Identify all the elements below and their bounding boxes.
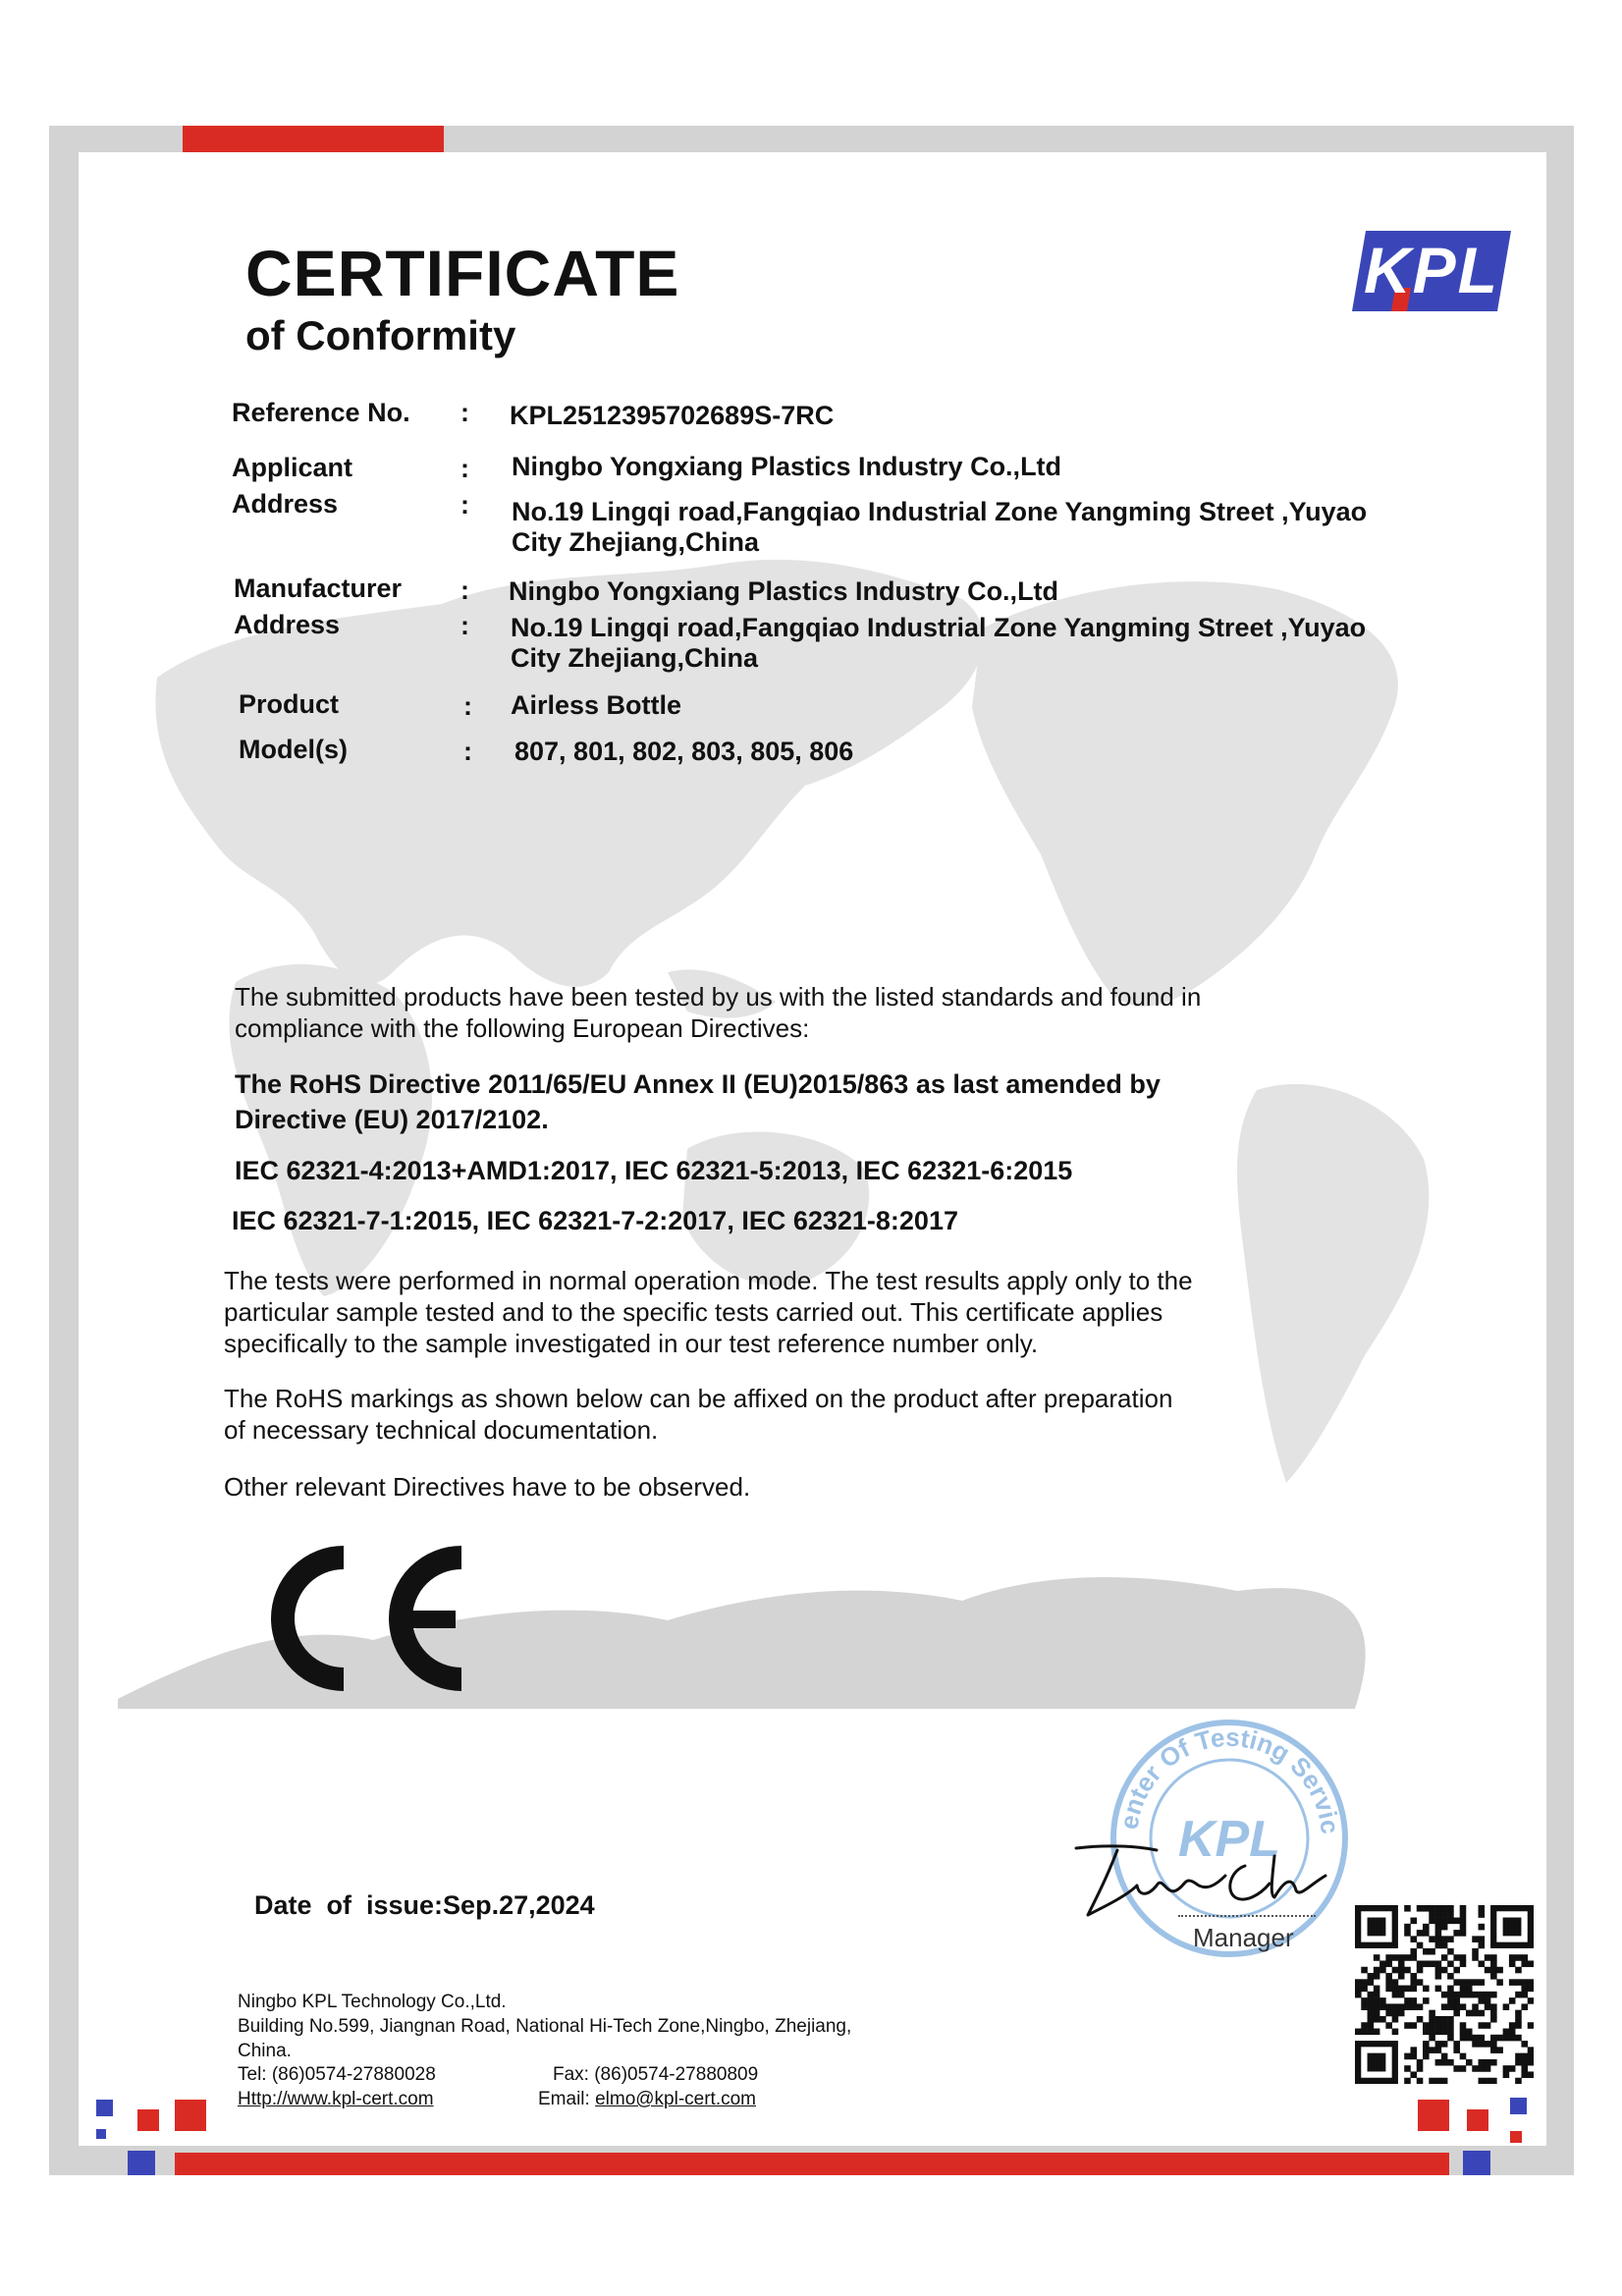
models-colon: : bbox=[463, 737, 472, 766]
standards-line-1: IEC 62321-4:2013+AMD1:2017, IEC 62321-5:2013, IEC 62321-6:2015 bbox=[235, 1156, 1073, 1185]
applicant-address-colon: : bbox=[460, 490, 469, 519]
applicant-address-line1: No.19 Lingqi road,Fangqiao Industrial Zone Yangming Street ,Yuyao bbox=[512, 497, 1368, 526]
product-colon: : bbox=[463, 691, 472, 721]
models-value: 807, 801, 802, 803, 805, 806 bbox=[514, 737, 854, 766]
kpl-logo-text: KPL bbox=[1364, 234, 1499, 306]
deco-square-blue-right-1 bbox=[1510, 2098, 1527, 2114]
manufacturer-value: Ningbo Yongxiang Plastics Industry Co.,Ltd bbox=[509, 576, 1059, 606]
certificate-subtitle: of Conformity bbox=[245, 312, 516, 358]
markings-paragraph bbox=[224, 1383, 1172, 1446]
tests-line-1: The tests were performed in normal operation mode. The test results apply only to the bbox=[224, 1266, 1193, 1295]
signature-line bbox=[1178, 1915, 1316, 1917]
markings-line-1: The RoHS markings as shown below can be affixed on the product after preparation bbox=[224, 1384, 1173, 1413]
deco-square-red-right-2 bbox=[1467, 2109, 1488, 2131]
directive-paragraph bbox=[235, 1066, 1161, 1137]
manufacturer-address-label: Address bbox=[234, 610, 341, 639]
footer-website-link[interactable]: Http://www.kpl-cert.com bbox=[238, 2089, 434, 2109]
footer-tel: Tel: (86)0574-27880028 bbox=[238, 2064, 436, 2085]
directive-line-2: Directive (EU) 2017/2102. bbox=[235, 1105, 549, 1134]
tests-paragraph bbox=[224, 1265, 1193, 1359]
tests-line-2: particular sample tested and to the specific tests carried out. This certificate applies bbox=[224, 1297, 1163, 1327]
manufacturer-address-line1: No.19 Lingqi road,Fangqiao Industrial Zone Yangming Street ,Yuyao bbox=[511, 613, 1367, 642]
reference-value: KPL2512395702689S-7RC bbox=[510, 401, 835, 430]
applicant-address-line2: City Zhejiang,China bbox=[512, 527, 760, 557]
applicant-colon: : bbox=[460, 454, 469, 483]
stamp-text: enter Of Testing Servic bbox=[1113, 1722, 1346, 1835]
date-of-issue: Date of issue:Sep.27,2024 bbox=[254, 1890, 595, 1920]
intro-paragraph bbox=[235, 981, 1201, 1044]
bottom-red-bar bbox=[175, 2153, 1449, 2175]
intro-line-2: compliance with the following European Directives: bbox=[235, 1013, 810, 1043]
manufacturer-label: Manufacturer bbox=[234, 574, 403, 603]
kpl-logo bbox=[1352, 231, 1511, 311]
deco-square-blue-left-3 bbox=[128, 2151, 155, 2175]
reference-colon: : bbox=[460, 398, 469, 427]
deco-square-red-right-1 bbox=[1418, 2100, 1449, 2131]
deco-square-red-left-2 bbox=[175, 2100, 206, 2131]
intro-line-1: The submitted products have been tested by us with the listed standards and found in bbox=[235, 982, 1202, 1011]
svg-text:KPL: KPL bbox=[1178, 1811, 1280, 1868]
models-label: Model(s) bbox=[239, 735, 348, 764]
certificate-title: CERTIFICATE bbox=[245, 237, 680, 309]
deco-square-blue-right-2 bbox=[1463, 2151, 1490, 2175]
deco-square-red-right-3 bbox=[1510, 2131, 1522, 2143]
standards-line-2: IEC 62321-7-1:2015, IEC 62321-7-2:2017, IEC 62321-8:2017 bbox=[232, 1206, 958, 1235]
manager-signature bbox=[1068, 1836, 1333, 1925]
deco-square-blue-left-2 bbox=[96, 2129, 106, 2139]
signature-title: Manager bbox=[1193, 1923, 1294, 1952]
footer-email-row bbox=[538, 2088, 756, 2111]
footer-address-line-1: Building No.599, Jiangnan Road, National Hi-Tech Zone,Ningbo, Zhejiang, bbox=[238, 2016, 852, 2037]
reference-label: Reference No. bbox=[232, 398, 410, 427]
deco-square-blue-left-1 bbox=[96, 2100, 113, 2116]
directive-line-1: The RoHS Directive 2011/65/EU Annex II (EU)2015/863 as last amended by bbox=[235, 1069, 1161, 1099]
qr-code[interactable] bbox=[1355, 1905, 1534, 2084]
top-red-bar bbox=[183, 126, 444, 152]
footer-company: Ningbo KPL Technology Co.,Ltd. bbox=[238, 1992, 507, 2012]
footer-address-line-2: China. bbox=[238, 2041, 292, 2061]
footer-fax: Fax: (86)0574-27880809 bbox=[553, 2064, 759, 2085]
applicant-address-label: Address bbox=[232, 489, 339, 519]
footer-email-link[interactable]: elmo@kpl-cert.com bbox=[595, 2089, 757, 2109]
applicant-value: Ningbo Yongxiang Plastics Industry Co.,Ltd bbox=[512, 452, 1062, 481]
footer-email-label: Email: bbox=[538, 2089, 596, 2109]
manufacturer-address-line2: City Zhejiang,China bbox=[511, 643, 759, 673]
manufacturer-address-colon: : bbox=[460, 611, 469, 640]
product-label: Product bbox=[239, 689, 340, 719]
markings-line-2: of necessary technical documentation. bbox=[224, 1415, 659, 1445]
tests-line-3: specifically to the sample investigated in our test reference number only. bbox=[224, 1329, 1039, 1358]
product-value: Airless Bottle bbox=[511, 690, 682, 720]
ce-mark-icon bbox=[257, 1540, 473, 1697]
deco-square-red-left-1 bbox=[137, 2109, 159, 2131]
other-directives: Other relevant Directives have to be observed. bbox=[224, 1472, 751, 1502]
applicant-label: Applicant bbox=[232, 453, 353, 482]
manufacturer-colon: : bbox=[460, 575, 469, 605]
